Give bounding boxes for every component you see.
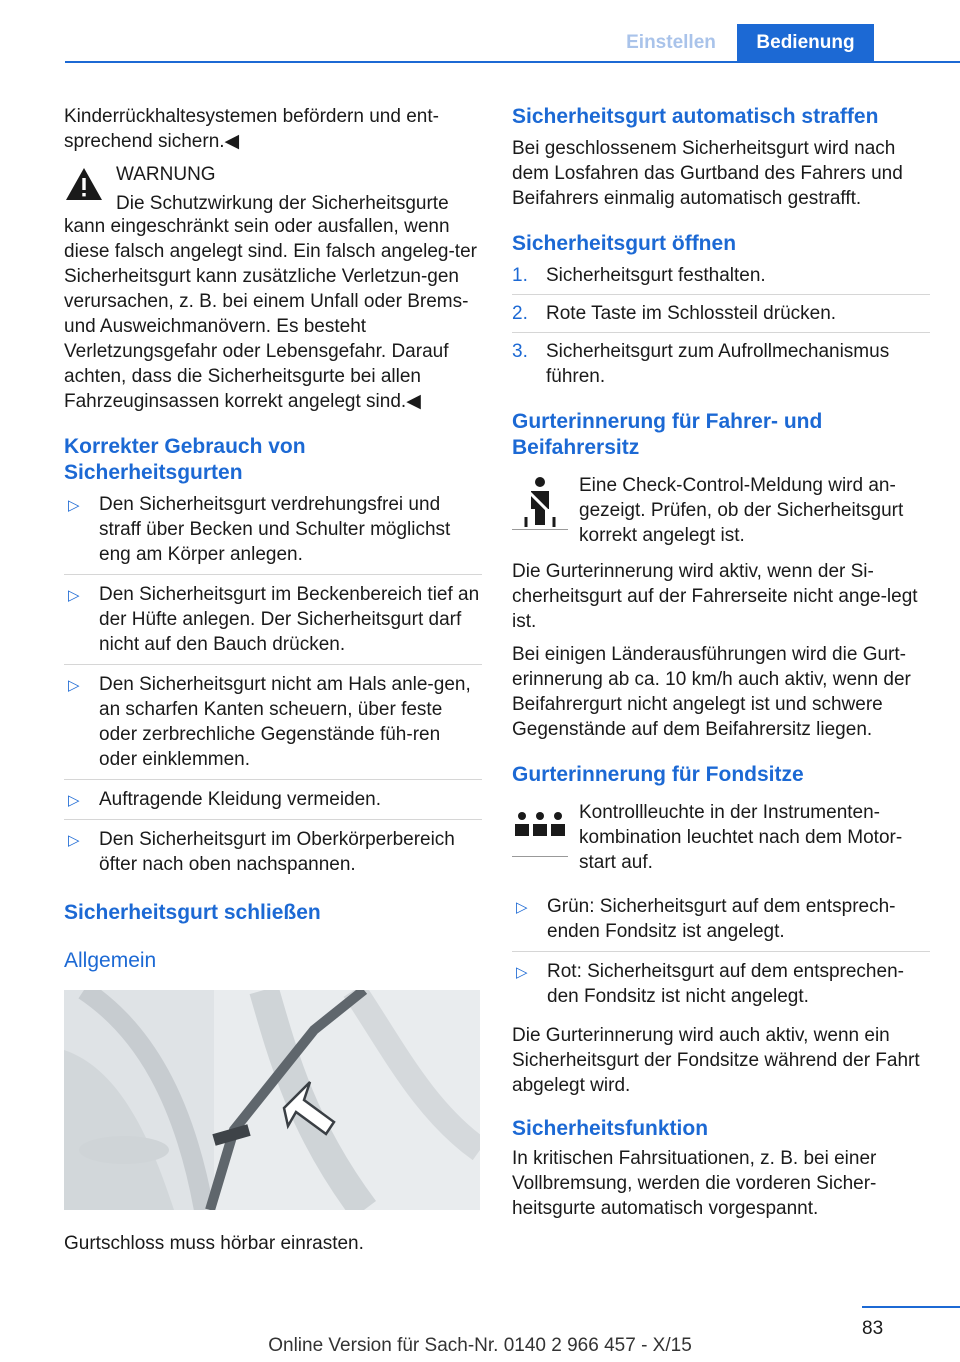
list-item-text: Rot: Sicherheitsgurt auf dem entsprechen‐den Fondsitz ist nicht angelegt. <box>547 961 904 1007</box>
list-item <box>512 894 930 952</box>
bullet-triangle-icon: ▷ <box>68 497 80 514</box>
step-number: 1. <box>512 265 528 286</box>
tab-einstellen[interactable]: Einstellen <box>605 24 737 61</box>
list-item <box>64 492 482 575</box>
reminder-front-para2: Bei einigen Länderausführungen wird die Gurt‐erinnerung ab ca. 10 km/h auch aktiv, wenn der Beifahrergurt nicht angelegt ist und schwere Gegenstände auf dem Beifahrersitz liegen. <box>512 644 911 740</box>
warning-box <box>64 162 482 222</box>
heading-safety-function: Sicherheitsfunktion <box>512 1117 709 1140</box>
intro-text: Kinderrückhaltesystemen befördern und ent‐sprechend sichern.◀ <box>64 106 439 152</box>
right-column <box>512 104 930 1229</box>
heading-reminder-front: Gurterinnerung für Fahrer- und Beifahrersitz <box>512 410 823 459</box>
page-number: 83 <box>862 1318 884 1339</box>
reminder-rear-para: Die Gurterinnerung wird auch aktiv, wenn ein Sicherheitsgurt der Fondsitze während der Fahrt abgelegt wird. <box>512 1025 920 1096</box>
reminder-rear-icon-text: Kontrollleuchte in der Instrumenten‐kombination leuchtet nach dem Motor‐start auf. <box>579 802 903 873</box>
list-item <box>64 672 482 780</box>
bullet-triangle-icon: ▷ <box>516 899 528 916</box>
auto-tension-text: Bei geschlossenem Sicherheitsgurt wird nach dem Losfahren das Gurtband des Fahrers und Beifahrers einmalig automatisch gestrafft. <box>512 138 903 209</box>
warning-text: kann eingeschränkt sein oder ausfallen, wenn diese falsch angelegt sind. Ein falsch angeleg‐ter Sicherheitsgurt kann zusätzliche Verletzun‐gen verursachen, z. B. bei einem Unfall oder Brems- und Ausweichmanövern. Es besteht Verletzungsgefahr oder Lebensgefahr. Darauf achten, dass die Sicherheitsgurte bei allen Fahrzeuginsassen korrekt angelegt sind.◀ <box>64 216 477 412</box>
heading-open-belt: Sicherheitsgurt öffnen <box>512 232 737 255</box>
reminder-rear-block <box>512 800 930 880</box>
list-item <box>64 787 482 820</box>
list-item <box>512 339 930 395</box>
step-text: Rote Taste im Schlossteil drücken. <box>546 303 837 324</box>
seatbelt-buckle-photo <box>64 990 480 1210</box>
list-item <box>64 827 482 884</box>
warning-title: WARNUNG <box>116 164 216 185</box>
reminder-front-icon-text: Eine Check-Control-Meldung wird an‐gezeigt. Prüfen, ob der Sicherheitsgurt korrekt angelegt ist. <box>579 475 904 546</box>
header-rule <box>65 61 960 63</box>
bullet-triangle-icon: ▷ <box>68 832 80 849</box>
list-item-text: Den Sicherheitsgurt im Oberkörperbereich öfter nach oben nachspannen. <box>99 829 455 875</box>
list-item-text: Den Sicherheitsgurt im Beckenbereich tief an der Hüfte anlegen. Der Sicherheitsgurt darf nicht auf den Bauch drücken. <box>99 584 480 655</box>
footer-rule <box>862 1306 960 1308</box>
warning-triangle-icon <box>64 166 104 202</box>
list-item-text: Den Sicherheitsgurt verdrehungsfrei und straff über Becken und Schulter möglichst eng am Körper anlegen. <box>99 494 451 565</box>
safety-text: In kritischen Fahrsituationen, z. B. bei einer Vollbremsung, werden die vorderen Sicher‐heitsgurte automatisch vorgespannt. <box>512 1148 877 1219</box>
step-number: 2. <box>512 303 528 324</box>
list-item-text: Auftragende Kleidung vermeiden. <box>99 789 382 810</box>
footer-text: Online Version für Sach-Nr. 0140 2 966 457 - X/15 <box>268 1335 692 1356</box>
heading-reminder-rear: Gurterinnerung für Fondsitze <box>512 763 804 786</box>
step-text: Sicherheitsgurt festhalten. <box>546 265 766 286</box>
list-item-text: Grün: Sicherheitsgurt auf dem entsprech‐enden Fondsitz ist angelegt. <box>547 896 896 942</box>
left-column <box>64 104 482 1256</box>
list-item <box>512 263 930 295</box>
seatbelt-reminder-icon <box>512 473 568 530</box>
reminder-front-para1: Die Gurterinnerung wird aktiv, wenn der Si‐cherheitsgurt auf der Fahrerseite nicht ange‐legt ist. <box>512 561 918 632</box>
bullet-triangle-icon: ▷ <box>68 677 80 694</box>
step-number: 3. <box>512 341 528 362</box>
warning-first-line: Die Schutzwirkung der Sicherheitsgurte <box>116 193 449 214</box>
subheading-general: Allgemein <box>64 949 157 972</box>
list-item <box>512 959 930 1016</box>
reminder-front-block <box>512 473 930 553</box>
tab-bedienung[interactable]: Bedienung <box>737 24 874 61</box>
step-text: Sicherheitsgurt zum Aufrollmechanismus führen. <box>546 341 890 387</box>
list-item <box>64 582 482 665</box>
bullet-triangle-icon: ▷ <box>68 792 80 809</box>
heading-auto-tension: Sicherheitsgurt automatisch straffen <box>512 105 879 128</box>
photo-caption: Gurtschloss muss hörbar einrasten. <box>64 1233 364 1254</box>
bullet-triangle-icon: ▷ <box>68 587 80 604</box>
correct-use-list <box>64 492 482 884</box>
reminder-rear-list <box>512 894 930 1016</box>
heading-correct-use: Korrekter Gebrauch von Sicherheitsgurten <box>64 435 306 484</box>
open-steps-list <box>512 263 930 395</box>
list-item <box>512 301 930 333</box>
list-item-text: Den Sicherheitsgurt nicht am Hals anle‐gen, an scharfen Kanten scheuern, über feste oder zerbrechliche Gegenstände füh‐ren oder einklemmen. <box>99 674 471 770</box>
heading-close-belt: Sicherheitsgurt schließen <box>64 901 321 924</box>
bullet-triangle-icon: ▷ <box>516 964 528 981</box>
rear-seats-icon <box>512 800 568 857</box>
